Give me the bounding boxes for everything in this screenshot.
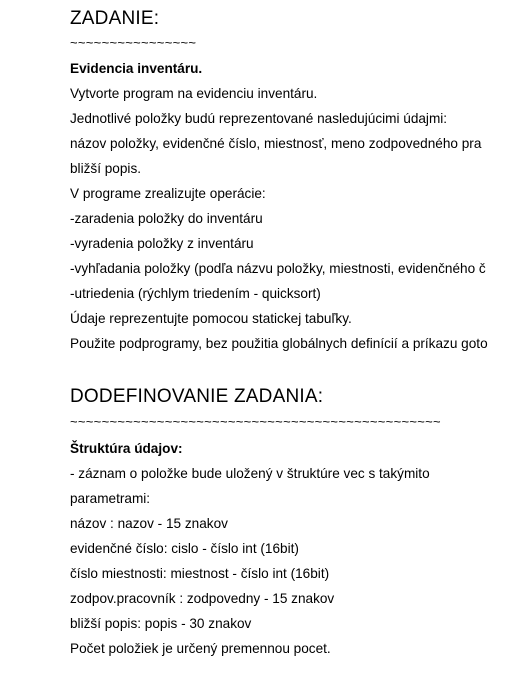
section-heading-zadanie: ZADANIE: [70, 8, 160, 29]
text-line: Jednotlivé položky budú reprezentované nasledujúcimi údajmi: [70, 111, 448, 126]
text-line: názov : nazov - 15 znakov [70, 516, 228, 531]
text-line: -vyhľadania položky (podľa názvu položky, miestnosti, evidenčného č [70, 261, 486, 276]
text-line: parametrami: [70, 491, 151, 506]
text-line: bližší popis. [70, 161, 142, 176]
text-line: názov položky, evidenčné číslo, miestnosť, meno zodpovedného pra [70, 136, 482, 151]
tilde-rule: ~~~~~~~~~~~~~~~~ [70, 35, 197, 50]
data-structure-title: Štruktúra údajov: [70, 441, 183, 456]
text-line: -utriedenia (rýchlym triedením - quicksort) [70, 286, 321, 301]
tilde-rule: ~~~~~~~~~~~~~~~~~~~~~~~~~~~~~~~~~~~~~~~~~~~~~~~ [70, 414, 441, 429]
text-line: -vyradenia položky z inventáru [70, 236, 254, 251]
text-line: Počet položiek je určený premennou pocet. [70, 641, 331, 656]
text-line: - záznam o položke bude uložený v štruktúre vec s takýmito [70, 466, 430, 481]
text-line: číslo miestnosti: miestnost - číslo int (16bit) [70, 566, 330, 581]
text-line: bližší popis: popis - 30 znakov [70, 616, 252, 631]
text-line: Údaje reprezentujte pomocou statickej tabuľky. [70, 311, 352, 326]
text-line: -zaradenia položky do inventáru [70, 211, 263, 226]
section-heading-dodefinovanie: DODEFINOVANIE ZADANIA: [70, 386, 324, 407]
text-line: Použite podprogramy, bez použitia globálnych definícií a príkazu goto [70, 336, 488, 351]
text-line: Vytvorte program na evidenciu inventáru. [70, 86, 318, 101]
text-line: zodpov.pracovník : zodpovedny - 15 znakov [70, 591, 335, 606]
text-line: V programe zrealizujte operácie: [70, 186, 266, 201]
text-line: evidenčné číslo: cislo - číslo int (16bit) [70, 541, 299, 556]
assignment-title: Evidencia inventáru. [70, 61, 203, 76]
